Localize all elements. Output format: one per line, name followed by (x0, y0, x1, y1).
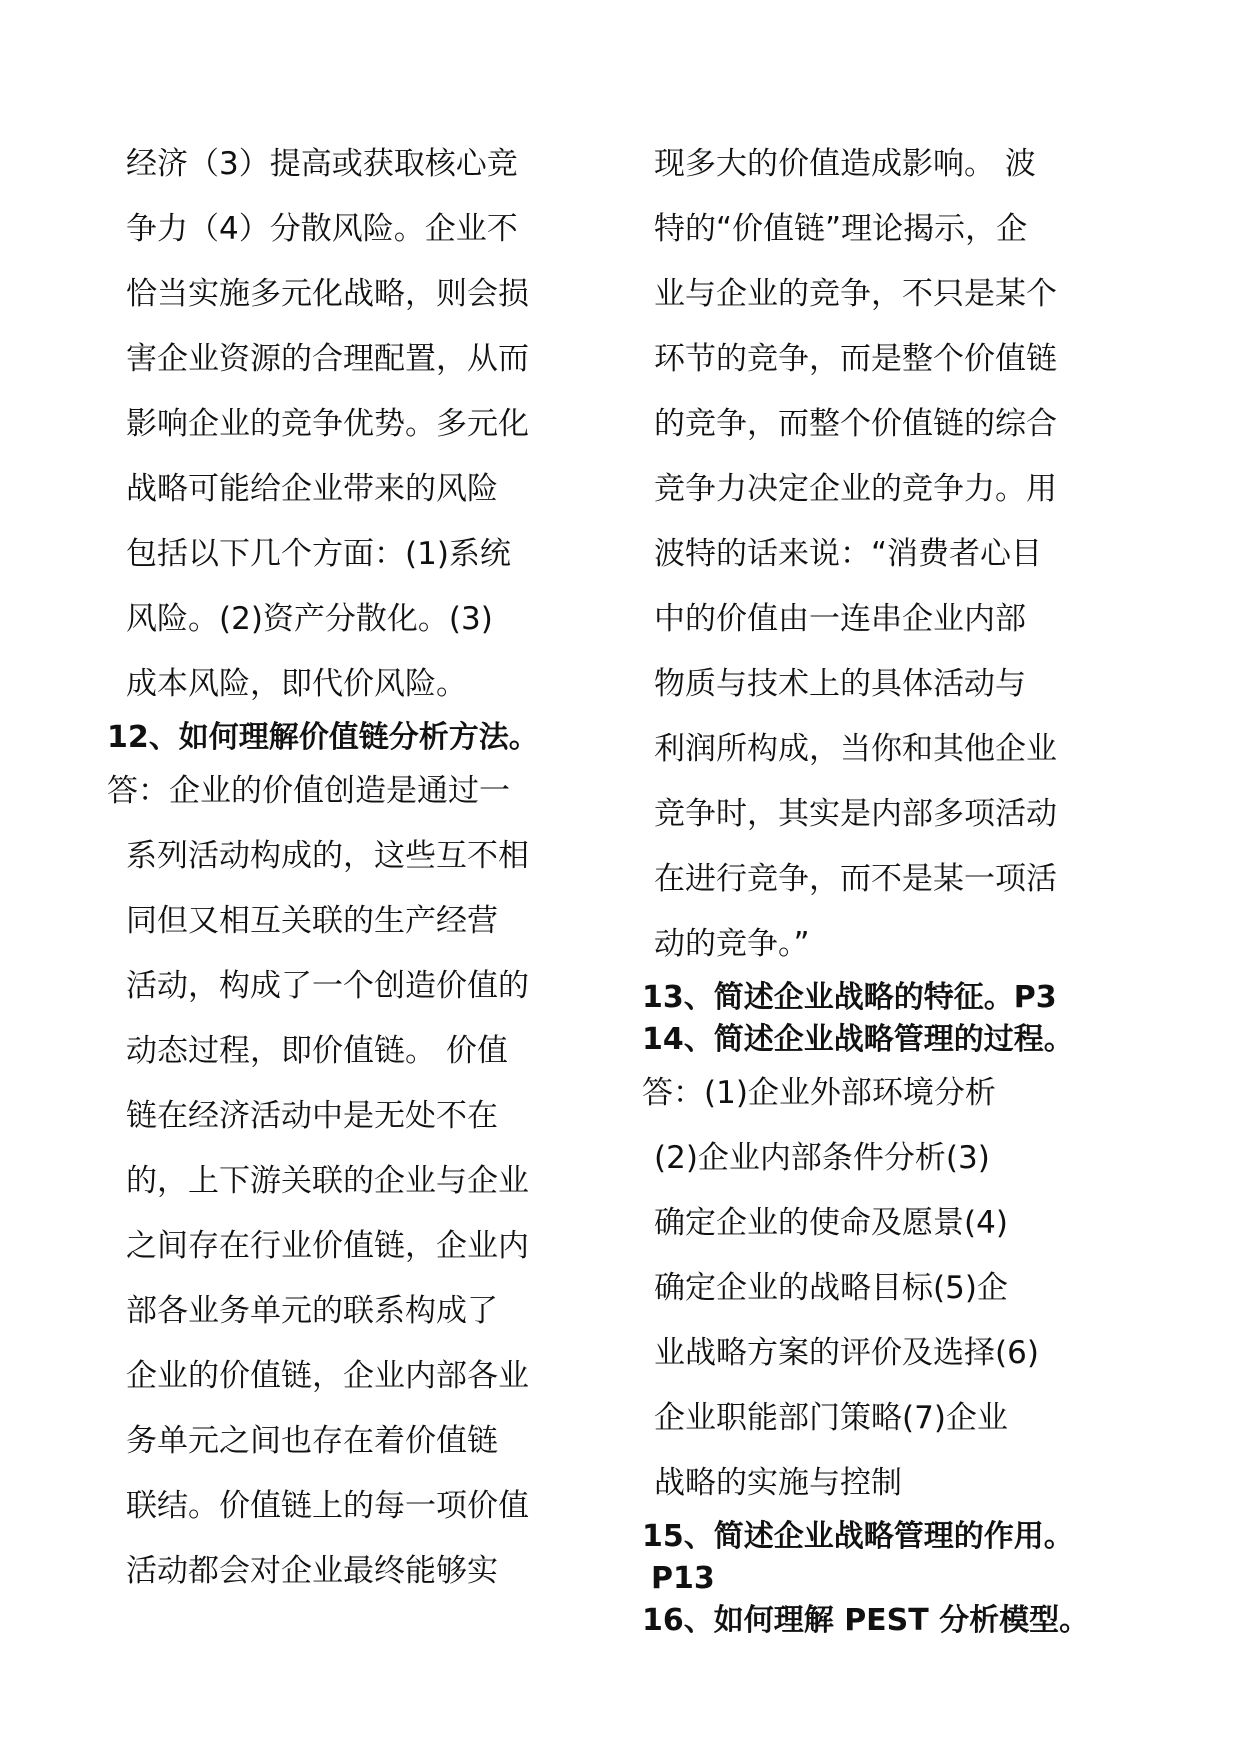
text-line: 答：(1)企业外部环境分析 (642, 1075, 996, 1111)
text-line: 联结。价值链上的每一项价值 (126, 1488, 529, 1524)
text-line: 活动，构成了一个创造价值的 (126, 968, 529, 1004)
text-line: 争力（4）分散风险。企业不 (126, 211, 518, 247)
text-line: 特的“价值链”理论揭示，企 (654, 211, 1028, 247)
text-line: 成本风险，即代价风险。 (126, 666, 467, 702)
question-16-heading: 16、如何理解 PEST 分析模型。 (642, 1603, 1090, 1638)
text-line: 恰当实施多元化战略，则会损 (126, 276, 529, 312)
text-line: 同但又相互关联的生产经营 (126, 903, 498, 939)
question-12-heading: 12、如何理解价值链分析方法。 (107, 720, 539, 755)
question-14-heading: 14、简述企业战略管理的过程。 (642, 1022, 1074, 1057)
text-line: 利润所构成，当你和其他企业 (654, 731, 1057, 767)
left-column (107, 132, 567, 1604)
text-line: 竞争时，其实是内部多项活动 (654, 796, 1057, 832)
answer-12 (107, 759, 567, 1604)
question-15-heading: 15、简述企业战略管理的作用。 (642, 1519, 1074, 1554)
text-line: 之间存在行业价值链，企业内 (126, 1228, 529, 1264)
text-line: 答：企业的价值创造是通过一 (107, 773, 510, 809)
text-line: 部各业务单元的联系构成了 (126, 1293, 498, 1329)
paragraph-porter-value-chain (645, 132, 1115, 977)
text-line: 物质与技术上的具体活动与 (654, 666, 1026, 702)
text-line: 现多大的价值造成影响。 波 (654, 146, 1036, 182)
text-line: 影响企业的竞争优势。多元化 (126, 406, 529, 442)
text-line: 动的竞争。” (654, 926, 810, 962)
text-line: 确定企业的使命及愿景(4) (654, 1205, 1008, 1241)
text-line: 战略可能给企业带来的风险 (126, 471, 498, 507)
text-line: 经济（3）提高或获取核心竞 (126, 146, 518, 182)
paragraph-diversification-risk (117, 132, 567, 717)
text-line: 风险。(2)资产分散化。(3) (126, 601, 493, 637)
text-line: 活动都会对企业最终能够实 (126, 1553, 498, 1589)
text-line: 的竞争，而整个价值链的综合 (654, 406, 1057, 442)
text-line: 务单元之间也存在着价值链 (126, 1423, 498, 1459)
text-line: 动态过程，即价值链。 价值 (126, 1033, 508, 1069)
text-line: 包括以下几个方面：(1)系统 (126, 536, 511, 572)
text-line: 企业的价值链，企业内部各业 (126, 1358, 529, 1394)
text-line: 系列活动构成的，这些互不相 (126, 838, 529, 874)
text-line: (2)企业内部条件分析(3) (654, 1140, 990, 1176)
text-line: 确定企业的战略目标(5)企 (654, 1270, 1008, 1306)
question-15-page-ref: P13 (651, 1561, 715, 1596)
text-line: 企业职能部门策略(7)企业 (654, 1400, 1008, 1436)
text-line: 业战略方案的评价及选择(6) (654, 1335, 1039, 1371)
text-line: 竞争力决定企业的竞争力。用 (654, 471, 1057, 507)
text-line: 波特的话来说：“消费者心目 (654, 536, 1043, 572)
text-line: 战略的实施与控制 (654, 1465, 902, 1501)
text-line: 链在经济活动中是无处不在 (126, 1098, 498, 1134)
text-line: 中的价值由一连串企业内部 (654, 601, 1026, 637)
text-line: 在进行竞争，而不是某一项活 (654, 861, 1057, 897)
text-line: 害企业资源的合理配置，从而 (126, 341, 529, 377)
text-line: 环节的竞争，而是整个价值链 (654, 341, 1057, 377)
question-13-heading: 13、简述企业战略的特征。P3 (642, 980, 1057, 1015)
answer-14 (642, 1061, 1115, 1516)
text-line: 的，上下游关联的企业与企业 (126, 1163, 529, 1199)
right-column (642, 132, 1115, 1642)
text-line: 业与企业的竞争，不只是某个 (654, 276, 1057, 312)
